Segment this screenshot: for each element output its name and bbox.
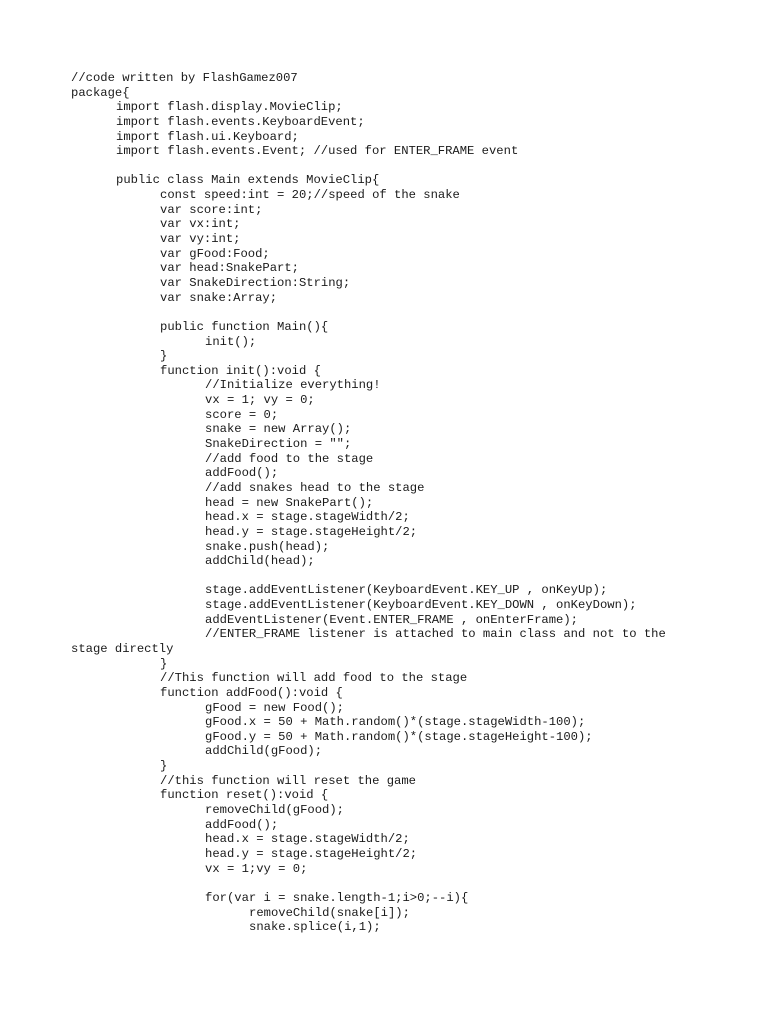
code-line: var SnakeDirection:String; [160,275,351,290]
code-line: gFood.y = 50 + Math.random()*(stage.stageHeight-100); [205,729,593,744]
code-line: removeChild(gFood); [205,803,344,818]
code-line: snake = new Array(); [205,422,352,437]
code-line: var gFood:Food; [160,246,270,261]
blank-line [71,876,711,891]
code-line: vx = 1; vy = 0; [205,393,315,408]
code-line: var vx:int; [160,217,241,232]
code-line: //This function will add food to the stage [160,671,468,686]
code-line: head.y = stage.stageHeight/2; [205,524,418,539]
code-line: //this function will reset the game [160,773,416,788]
code-line: //add snakes head to the stage [205,480,425,495]
code-line: const speed:int = 20;//speed of the snake [160,188,460,203]
code-line: function init():void { [160,363,321,378]
code-line: function reset():void { [160,788,329,803]
code-line: } [160,656,168,671]
code-line: var vy:int; [160,232,241,247]
code-listing [71,71,711,935]
code-line: stage.addEventListener(KeyboardEvent.KEY_UP , onKeyUp); [205,583,608,598]
code-line: addChild(head); [205,554,315,569]
code-line: //add food to the stage [205,451,374,466]
code-line: } [160,349,168,364]
code-line: head.x = stage.stageWidth/2; [205,510,410,525]
code-line: } [160,759,168,774]
code-line: init(); [205,334,257,349]
code-line: //code written by FlashGamez007 [71,71,298,85]
code-line: gFood.x = 50 + Math.random()*(stage.stageWidth-100); [205,715,586,730]
code-line: head.y = stage.stageHeight/2; [205,846,418,861]
code-line: var snake:Array; [160,290,278,305]
code-line: import flash.events.KeyboardEvent; [116,114,365,129]
code-line: public function Main(){ [160,319,329,334]
code-line: vx = 1;vy = 0; [205,861,308,876]
blank-line [71,569,711,584]
code-line: stage directly [71,641,174,656]
blank-line [71,305,711,320]
code-line: SnakeDirection = ""; [205,437,352,452]
code-line: package{ [71,85,130,100]
code-line: addFood(); [205,466,279,481]
code-line: addChild(gFood); [205,744,323,759]
code-line: removeChild(snake[i]); [249,905,410,920]
code-line: for(var i = snake.length-1;i>0;--i){ [205,890,469,905]
code-line: score = 0; [205,407,279,422]
code-line: //Initialize everything! [205,378,381,393]
code-line: stage.addEventListener(KeyboardEvent.KEY_DOWN , onKeyDown); [205,598,637,613]
code-line: public class Main extends MovieClip{ [116,173,380,188]
code-line: var score:int; [160,202,263,217]
code-line: addEventListener(Event.ENTER_FRAME , onEnterFrame); [205,612,578,627]
code-line: head = new SnakePart(); [205,495,374,510]
code-line: //ENTER_FRAME listener is attached to main class and not to the [205,627,666,642]
code-line: import flash.display.MovieClip; [116,100,343,115]
code-line: head.x = stage.stageWidth/2; [205,832,410,847]
code-line: addFood(); [205,817,279,832]
code-line: snake.push(head); [205,539,330,554]
code-line: gFood = new Food(); [205,700,344,715]
code-line: import flash.events.Event; //used for ENTER_FRAME event [116,144,519,159]
code-line: var head:SnakePart; [160,261,299,276]
blank-line [71,159,711,174]
code-line: import flash.ui.Keyboard; [116,129,299,144]
code-line: snake.splice(i,1); [249,920,381,935]
code-line: function addFood():void { [160,685,343,700]
